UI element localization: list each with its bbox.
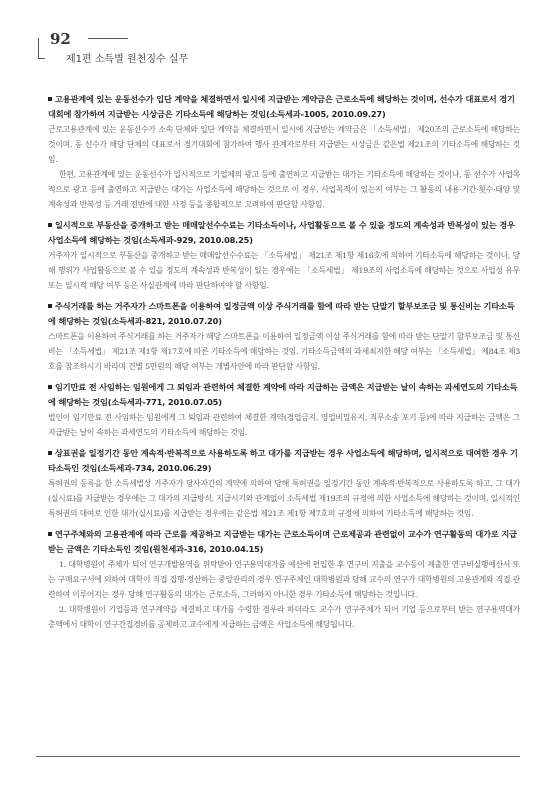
ruling-body bbox=[48, 122, 520, 212]
ruling-section bbox=[48, 527, 520, 632]
footer-rule bbox=[36, 756, 520, 757]
square-bullet-icon bbox=[48, 97, 52, 101]
ruling-title: 임기만료 전 사임하는 임원에게 그 퇴임과 관련하여 체결한 계약에 따라 지급하는 금액은 지급받는 날이 속하는 과세연도의 기타소득에 해당하는 것임(소득세과-771, 2010.07.05) bbox=[48, 382, 518, 407]
header-rule bbox=[88, 38, 128, 39]
ruling-title: 상표권을 일정기간 동안 계속적·반복적으로 사용하도록 하고 대가를 지급받는 경우 사업소득에 해당하며, 일시적으로 대여한 경우 기타소득인 것임(소득세과-734, 2010.06.29) bbox=[48, 448, 518, 473]
paragraph: 근로고용관계에 있는 운동선수가 소속 단체와 입단 계약을 체결하면서 일시에 지급받는 계약금은 「소득세법」 제20조의 근로소득에 해당하는 것이며, 동 선수가 해당 단체의 대표로서 경기대회에 참가하여 행사 관계자로부터 지급받는 시상금은 같은법 제21조의 기타소득에 해당하는 것임. bbox=[48, 125, 520, 164]
document-body bbox=[48, 92, 520, 638]
page-number: 92 bbox=[50, 30, 71, 48]
ruling-section bbox=[48, 380, 520, 440]
ruling-body bbox=[48, 410, 520, 440]
paragraph: 2. 대학병원이 기업등과 연구계약을 체결하고 대가를 수령한 경우라 하더라도 교수가 연구주체가 되어 기업 등으로부터 받는 연구용역대가 총액에서 대학이 연구간접경비를 공제하고 교수에게 지급하는 금액은 사업소득에 해당됩니다. bbox=[48, 605, 520, 629]
ruling-section bbox=[48, 299, 520, 374]
ruling-body bbox=[48, 557, 520, 632]
paragraph: 특허권의 등록을 한 소득세법상 거주자가 당사자간의 계약에 의하여 당해 특허권을 일정기간 동안 계속적·반복적으로 사용하도록 하고, 그 대가(실시료)를 지급받는 경우에는 그 대가의 지급방식, 지급시기와 관계없이 소득세법 제19조의 규정에 의한 사업소득에 해당하는 것이며, 일시적인 특허권의 대여로 인한 대가(실시료)를 지급받는 경우에는 같은법 제21조 제1항 제7호의 규정에 의하여 기타소득에 해당하는 것임. bbox=[48, 479, 520, 518]
square-bullet-icon bbox=[48, 451, 52, 455]
ruling-body bbox=[48, 476, 520, 521]
square-bullet-icon bbox=[48, 532, 52, 536]
paragraph: 스마트폰을 이용하여 주식거래를 하는 거주자가 해당 스마트폰을 이용하여 일정금액 이상 주식거래를 함에 따라 받는 단말기 할부보조금 및 통신비는 「소득세법」 제21조 제1항 제17호에 따른 기타소득에 해당하는 것임. 기타소득금액의 과세최저한 해당 여부는 「소득세법」 제84조 제3호를 참조하시기 바라며 건별 5만원의 해당 여부는 개별사안에 따라 판단할 사항임. bbox=[48, 332, 520, 371]
chapter-title: 제1편 소득별 원천징수 실무 bbox=[66, 54, 189, 65]
ruling-section bbox=[48, 92, 520, 212]
header-bracket-decoration bbox=[38, 38, 45, 59]
ruling-title: 일시적으로 부동산을 중개하고 받는 매매알선수수료는 기타소득이나, 사업활동으로 볼 수 있을 정도의 계속성과 반복성이 있는 경우 사업소득에 해당하는 것임(소득세과-929, 2010.08.25) bbox=[48, 220, 515, 245]
square-bullet-icon bbox=[48, 223, 52, 227]
ruling-body bbox=[48, 248, 520, 293]
square-bullet-icon bbox=[48, 385, 52, 389]
paragraph: 1. 대학병원이 주체가 되어 연구개발용역을 위탁받아 연구용역대가를 예산에 편입한 후 연구비 지출을 교수등이 제출한 연구비실행예산서 또는 구매요구서에 의하여 대학이 직접 집행·정산하는 중앙관리의 경우 연구주체인 대학병원과 당해 교수의 연구가 대학병원의 고용관계와 직접 관련하여 이루어지는 경우 당해 연구활동의 대가는 근로소득, 그러하지 아니한 경우 기타소득에 해당하는 것입니다. bbox=[48, 560, 520, 599]
ruling-title: 연구주체와의 고용관계에 따라 근로를 제공하고 지급받는 대가는 근로소득이며 근로제공과 관련없이 교수가 연구활동의 대가로 지급받는 금액은 기타소득인 것임(원천세과-316, 2010.04.15) bbox=[48, 529, 517, 554]
paragraph: 법인이 임기만료 전 사임하는 임원에게 그 퇴임과 관련하여 체결한 계약(경업금지, 영업비밀유지, 직무소송 포기 등)에 따라 지급하는 금액은 그 지급받는 날이 속하는 과세연도의 기타소득에 해당하는 것임. bbox=[48, 413, 520, 437]
square-bullet-icon bbox=[48, 304, 52, 308]
ruling-body bbox=[48, 329, 520, 374]
ruling-title: 고용관계에 있는 운동선수가 입단 계약을 체결하면서 일시에 지급받는 계약금은 근로소득에 해당하는 것이며, 선수가 대표로서 경기대회에 참가하여 지급받는 시상금은 기타소득에 해당하는 것임(소득세과-1005, 2010.09.27) bbox=[48, 94, 515, 119]
ruling-section bbox=[48, 446, 520, 521]
page-header bbox=[38, 30, 518, 70]
ruling-title: 주식거래를 하는 거주자가 스마트폰을 이용하여 일정금액 이상 주식거래를 함에 따라 받는 단말기 할부보조금 및 통신비는 기타소득에 해당하는 것임(소득세과-821, 2010.07.20) bbox=[48, 301, 515, 326]
paragraph: 거주자가 일시적으로 부동산을 중개하고 받는 매매알선수수료는 「소득세법」 제21조 제1항 제16호에 의하여 기타소득에 해당하는 것이나, 당해 행위가 사업활동으로 볼 수 있을 정도의 계속성과 반복성이 있는 경우에는 「소득세법」 제19조의 사업소득에 해당하는 것으로 사업성 유무 또는 일시적 해당 여부 등은 사실관계에 따라 판단하여야 할 사항임. bbox=[48, 251, 520, 290]
ruling-section bbox=[48, 218, 520, 293]
paragraph: 한편, 고용관계에 있는 운동선수가 일시적으로 기업체의 광고 등에 출연하고 지급받는 대가는 기타소득에 해당하는 것이나, 동 선수가 사업목적으로 광고 등에 출연하고 지급받는 대가는 사업소득에 해당하는 것으로 이 경우, 사업목적이 있는지 여부는 그 활동의 내용·기간·횟수·태양 및 계속성과 반복성 등 거래 전반에 대한 사정 등을 종합적으로 고려하여 판단할 사항임. bbox=[48, 170, 520, 209]
